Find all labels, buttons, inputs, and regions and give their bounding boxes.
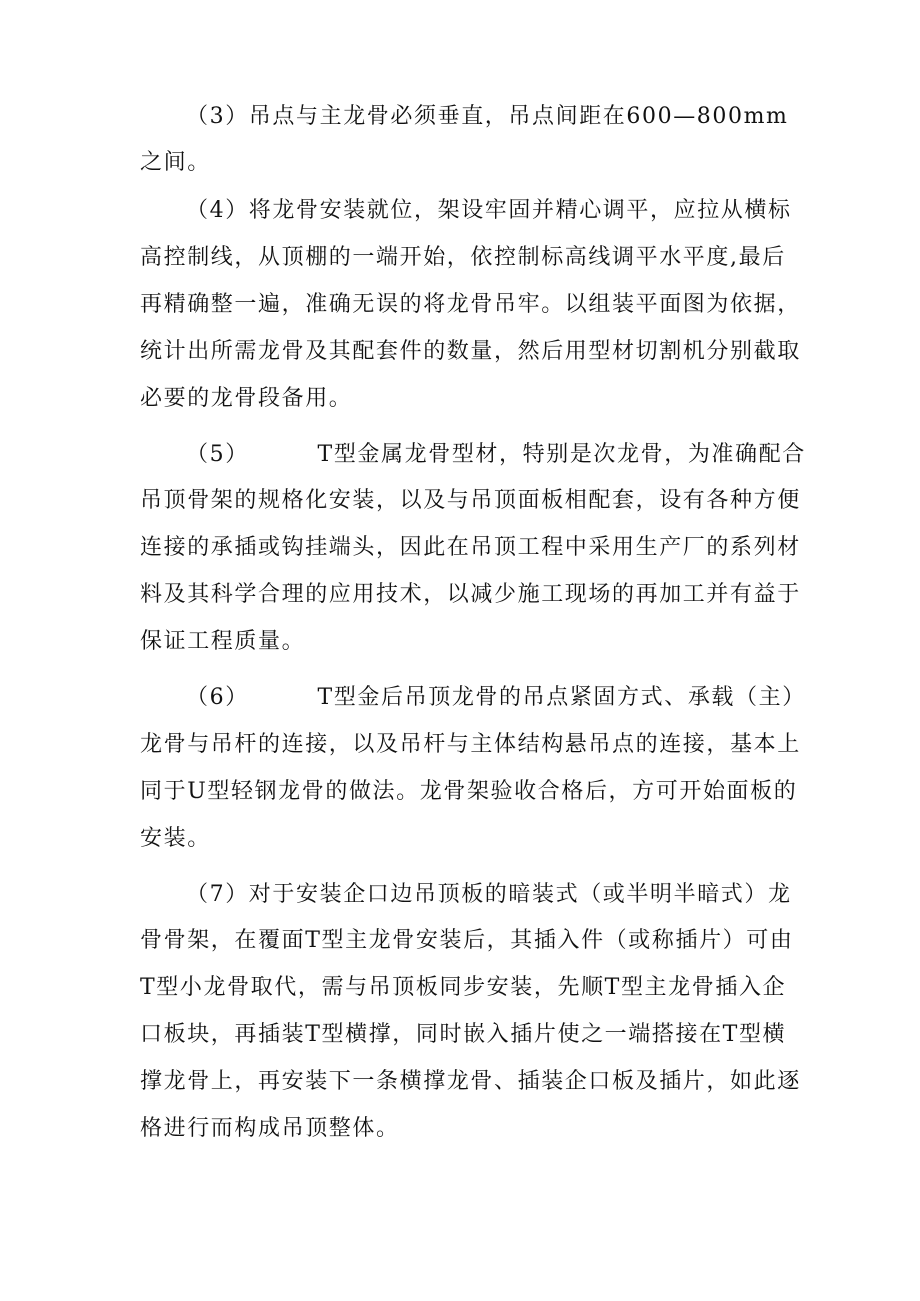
text-line: 撑龙骨上，再安装下一条横撑龙骨、插装企口板及插片，如此逐 — [140, 1069, 801, 1094]
text-line: 安装。 — [140, 826, 211, 851]
text-line: （6） T型金后吊顶龙骨的吊点紧固方式、承载（主） — [186, 685, 806, 710]
text-line: 同于U型轻钢龙骨的做法。龙骨架验收合格后，方可开始面板的 — [140, 779, 798, 804]
text-line: （3）吊点与主龙骨必须垂直，吊点间距在600—800mm — [186, 104, 789, 129]
text-line: 之间。 — [140, 150, 211, 175]
text-line: 必要的龙骨段备用。 — [140, 386, 353, 411]
text-line: 骨骨架，在覆面T型主龙骨安装后，其插入件（或称插片）可由 — [140, 928, 794, 953]
text-line: 口板块，再插装T型横撑，同时嵌入插片使之一端搭接在T型横 — [140, 1022, 787, 1047]
text-line: 再精确整一遍，准确无误的将龙骨吊牢。以组装平面图为依据， — [140, 292, 801, 317]
text-line: 格进行而构成吊顶整体。 — [140, 1116, 400, 1141]
text-line: 高控制线，从顶棚的一端开始，依控制标高线调平水平度,最后 — [140, 245, 786, 270]
text-line: 料及其科学合理的应用技术，以减少施工现场的再加工并有益于 — [140, 582, 801, 607]
text-line: （7）对于安装企口边吊顶板的暗装式（或半明半暗式）龙 — [186, 882, 792, 907]
text-line: 吊顶骨架的规格化安装，以及与吊顶面板相配套，设有各种方便 — [140, 488, 801, 513]
text-line: 保证工程质量。 — [140, 629, 306, 654]
text-line: 龙骨与吊杆的连接，以及吊杆与主体结构悬吊点的连接，基本上 — [140, 732, 801, 757]
text-line: （5） T型金属龙骨型材，特别是次龙骨，为准确配合 — [186, 442, 806, 467]
text-line: 连接的承插或钩挂端头，因此在吊顶工程中采用生产厂的系列材 — [140, 535, 801, 560]
text-line: 统计出所需龙骨及其配套件的数量，然后用型材切割机分别截取 — [140, 339, 801, 364]
text-line: （4）将龙骨安装就位，架设牢固并精心调平，应拉从横标 — [186, 198, 792, 223]
text-line: T型小龙骨取代，需与吊顶板同步安装，先顺T型主龙骨插入企 — [140, 975, 787, 1000]
